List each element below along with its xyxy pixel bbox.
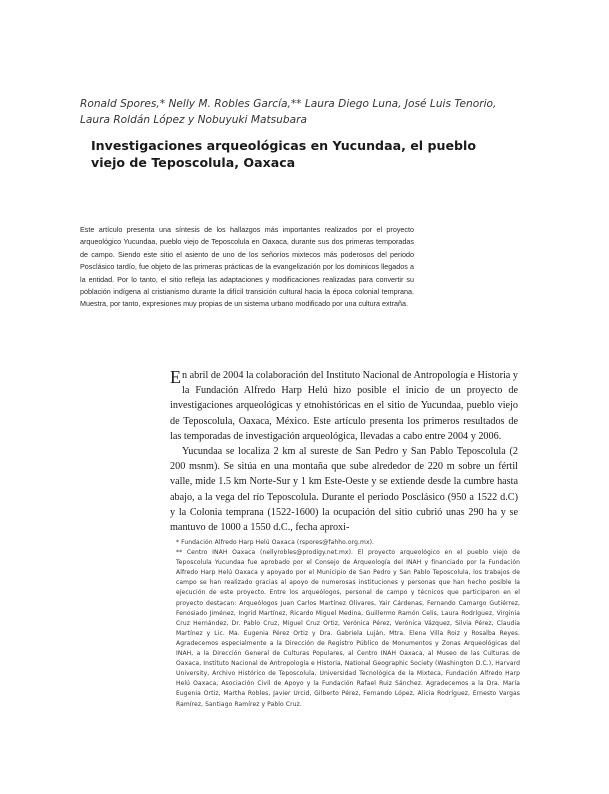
footnote-1: * Fundación Alfredo Harp Helú Oaxaca (rspores@fahho.org.mx).: [176, 539, 375, 546]
article-title: Investigaciones arqueológicas en Yucundaa, el pueblo viejo de Teposcolula, Oaxaca: [91, 138, 476, 170]
abstract: Este artículo presenta una síntesis de los hallazgos más importantes realizados por el proyecto arqueológico Yucundaa, pueblo viejo de Teposcolula en Oaxaca, durante sus dos primeras temporadas de campo. Siendo este sitio el asiento de uno de los señoríos mixtecos más poderosos del periodo Posclásico tardío, fue objeto de las primeras prácticas de la evangelización por los dominicos llegados a la entidad. Por lo tanto, el sitio refleja las adaptaciones y modificaciones realizadas para convertir su población indígena al cristianismo durante la difícil transición cultural hacia la época colonial temprana. Muestra, por tanto, expresiones muy propias de un sistema urbano modificado por una cultura extraña.: [80, 225, 414, 309]
drop-cap: E: [170, 367, 181, 387]
footnotes: [176, 538, 520, 710]
footnote-2: ** Centro INAH Oaxaca (nellyrobles@prodigy.net.mx). El proyecto arqueológico en el pueblo viejo de Teposcolula Yucundaa fue aprobado por el Consejo de Arqueología del INAH y financiado por la Fundación Alfredo Harp Helú Oaxaca y apoyado por el Municipio de San Pedro y San Pablo Teposcolula, los trabajos de campo se han realizado gracias al apoyo de numerosas instituciones y personas que han hecho posible la ejecución de este proyecto. Entre los arqueólogos, personal de campo y técnicos que participaron en el proyecto destacan: Arqueólogos Juan Carlos Martínez Olivares, Yair Cárdenas, Fernando Camargo Gutiérrez, Fenosiado Jiménez, Ingrid Martínez, Ricardo Miguel Medina, Guillermo Ramón Celis, Laura Rodríguez, Virginia Cruz Hernández, Dr. Pablo Cruz, Miguel Cruz Ortiz, Verónica Pérez, Verónica Vázquez, Silvia Pérez, Claudia Martínez y Lic. Ma. Eugenia Pérez Ortiz y Dra. Gabriela Luján, Mtra. Elena Villa Roiz y Rosalba Reyes. Agradecemos especialmente a la Dirección de Registro Público de Monumentos y Zonas Arqueológicas del INAH, a la Dirección General de Culturas Populares, al Centro INAH Oaxaca, al Museo de las Culturas de Oaxaca, Instituto Nacional de Antropología e Historia, National Geographic Society (Washington D.C.), Harvard University, Archivo Histórico de Teposcolula, Universidad Tecnológica de la Mixteca, Fundación Alfredo Harp Helú Oaxaca, Asociación Civil de Apoyo y la Fundación Rafael Ruiz Sánchez. Agradecemos a la Dra. María Eugenia Ortiz, Martha Robles, Javier Urcid, Gilberto Pérez, Fernando López, Alicia Rodríguez, Ernesto Vargas Ramírez, Santiago Ramírez y Pablo Cruz.: [176, 549, 520, 708]
authors: Ronald Spores,* Nelly M. Robles García,** Laura Diego Luna, José Luis Tenorio, Laura Roldán López y Nobuyuki Matsubara: [80, 98, 497, 126]
article-body: [170, 368, 518, 535]
body-paragraph-1: [170, 368, 518, 444]
body-paragraph-1-text: n abril de 2004 la colaboración del Instituto Nacional de Antropología e Historia y la Fundación Alfredo Harp Helú hizo posible el inicio de un proyecto de investigaciones arqueológicas y etnohistóricas en el sitio de Yucundaa, pueblo viejo de Teposcolula, Oaxaca, México. Este artículo presenta los primeros resultados de las temporadas de investigación arqueológica, llevadas a cabo entre 2004 y 2006.: [170, 370, 518, 442]
body-paragraph-2: Yucundaa se localiza 2 km al sureste de San Pedro y San Pablo Teposcolula (2 200 msnm). Se sitúa en una montaña que sube alrededor de 220 m sobre un fértil valle, mide 1.5 km Norte-Sur y 1 km Este-Oeste y se extiende desde la cumbre hasta abajo, a la vega del río Teposcolula. Durante el periodo Posclásico (950 a 1522 d.C) y la Colonia temprana (1522-1600) la ocupación del sitio cubrió unas 290 ha y se mantuvo de 1000 a 1550 d.C., fecha aproxi-: [170, 446, 518, 534]
